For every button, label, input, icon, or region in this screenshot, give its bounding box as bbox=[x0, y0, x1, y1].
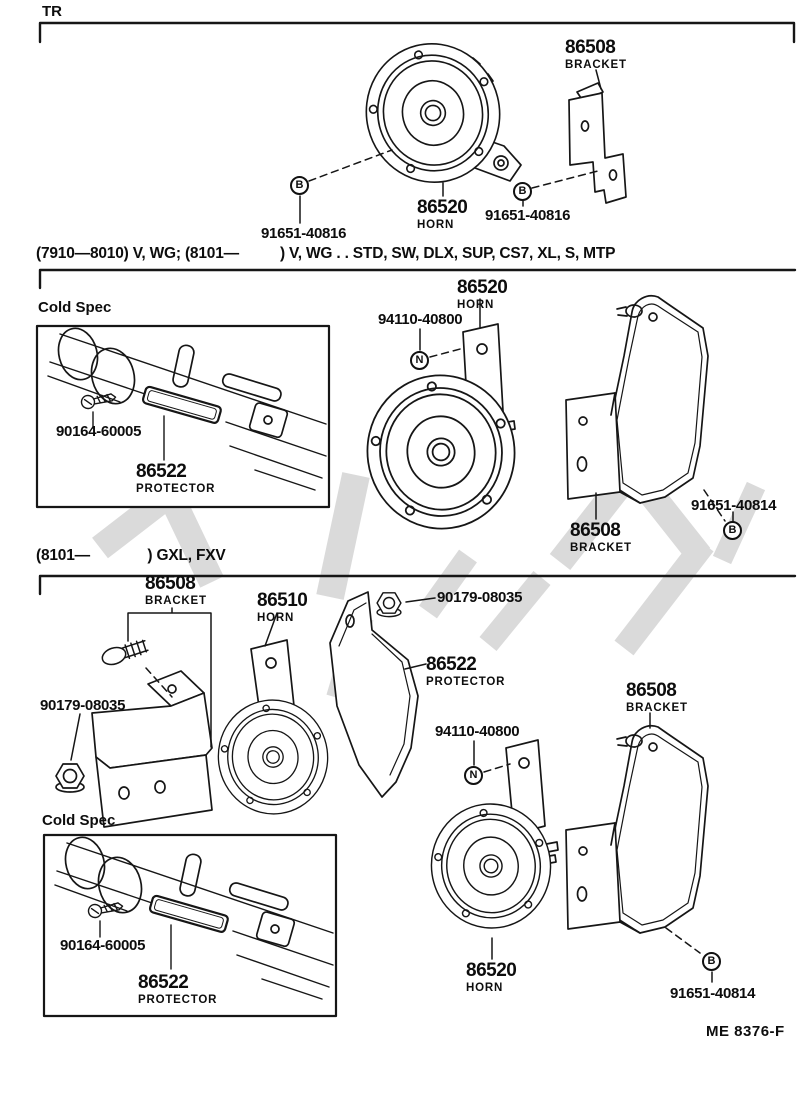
part-name: BRACKET bbox=[570, 542, 632, 554]
part-label-protector-86522-f2 bbox=[136, 462, 215, 496]
part-number: 86508 bbox=[570, 520, 621, 541]
part-label-screw-90164-60005-f3: 90164-60005 bbox=[60, 937, 146, 954]
applicability-line-1: (7910—8010) V, WG; (8101— ) V, WG . . STD, SW, DLX, SUP, CS7, XL, S, MTP bbox=[36, 245, 616, 262]
bolt-symbol-icon: B bbox=[513, 182, 532, 201]
part-number: 86508 bbox=[565, 37, 616, 58]
part-label-horn-86510-f3 bbox=[257, 591, 307, 625]
part-label-protector-86522-f3 bbox=[426, 655, 505, 689]
part-label-nut-94110-40800-f3: 94110-40800 bbox=[435, 723, 520, 740]
part-label-screw-90164-60005-f2: 90164-60005 bbox=[56, 423, 142, 440]
part-number: 86508 bbox=[145, 573, 196, 594]
frame1-bracket-drawing bbox=[569, 83, 626, 203]
part-label-horn-86520-f1 bbox=[417, 198, 467, 232]
nut-symbol-icon: N bbox=[464, 766, 483, 785]
part-label-nut-90179-08035-left: 90179-08035 bbox=[40, 697, 126, 714]
document-code: ME 8376-F bbox=[706, 1023, 785, 1040]
part-label-nut-94110-40800-f2: 94110-40800 bbox=[378, 311, 463, 328]
part-name: HORN bbox=[417, 219, 455, 231]
part-name: PROTECTOR bbox=[136, 483, 216, 495]
nut-symbol-icon: N bbox=[410, 351, 429, 370]
part-name: BRACKET bbox=[565, 59, 627, 71]
bolt-symbol-icon: B bbox=[702, 952, 721, 971]
part-label-nut-90179-08035-right: 90179-08035 bbox=[437, 589, 523, 606]
bolt-symbol-icon: B bbox=[290, 176, 309, 195]
part-name: PROTECTOR bbox=[138, 994, 218, 1006]
cold-spec-title-1: Cold Spec bbox=[38, 299, 112, 316]
part-label-bracket-86508-f3-right bbox=[626, 681, 688, 715]
part-number: 86520 bbox=[466, 960, 517, 981]
bolt-symbol-icon: B bbox=[723, 521, 742, 540]
part-number: 86508 bbox=[626, 680, 677, 701]
frame3-bracket-right-drawing bbox=[566, 726, 708, 933]
part-number: 86522 bbox=[138, 972, 189, 993]
frame1-horn-drawing bbox=[352, 30, 521, 197]
part-label-bolt-91651-40816-right: 91651-40816 bbox=[485, 207, 571, 224]
frame3-bolt-drawing bbox=[100, 638, 149, 667]
part-label-horn-86520-f3 bbox=[466, 961, 516, 995]
part-name: BRACKET bbox=[626, 702, 688, 714]
part-name: HORN bbox=[457, 299, 495, 311]
frame3-horn-small-drawing bbox=[211, 640, 335, 821]
part-label-bolt-91651-40816-left: 91651-40816 bbox=[261, 225, 347, 242]
frame2-horn-drawing bbox=[358, 324, 525, 538]
part-number: 86520 bbox=[417, 197, 468, 218]
frame3-nut-right-drawing bbox=[377, 593, 401, 617]
part-name: HORN bbox=[257, 612, 295, 624]
part-number: 86522 bbox=[426, 654, 477, 675]
frame2-bracket-drawing bbox=[566, 296, 708, 503]
part-label-bracket-86508-f1 bbox=[565, 38, 627, 72]
cold-spec-title-2: Cold Spec bbox=[42, 812, 116, 829]
part-label-bracket-86508-f2 bbox=[570, 521, 632, 555]
part-number: 86522 bbox=[136, 461, 187, 482]
part-name: BRACKET bbox=[145, 595, 207, 607]
part-number: 86510 bbox=[257, 590, 308, 611]
part-label-bolt-91651-40814-f3: 91651-40814 bbox=[670, 985, 756, 1002]
part-label-bolt-91651-40814-f2: 91651-40814 bbox=[691, 497, 777, 514]
frame3-protector-drawing bbox=[330, 592, 418, 797]
frame3-bracket-left-drawing bbox=[92, 671, 212, 827]
part-label-protector-86522-coldspec2 bbox=[138, 973, 217, 1007]
applicability-line-2: (8101— ) GXL, FXV bbox=[36, 547, 226, 564]
corner-tag: TR bbox=[42, 3, 62, 20]
part-name: PROTECTOR bbox=[426, 676, 506, 688]
frame3-nut-left-drawing bbox=[56, 764, 84, 792]
part-name: HORN bbox=[466, 982, 504, 994]
part-label-bracket-86508-f3-left bbox=[145, 574, 207, 608]
part-label-horn-86520-f2 bbox=[457, 278, 507, 312]
part-number: 86520 bbox=[457, 277, 508, 298]
